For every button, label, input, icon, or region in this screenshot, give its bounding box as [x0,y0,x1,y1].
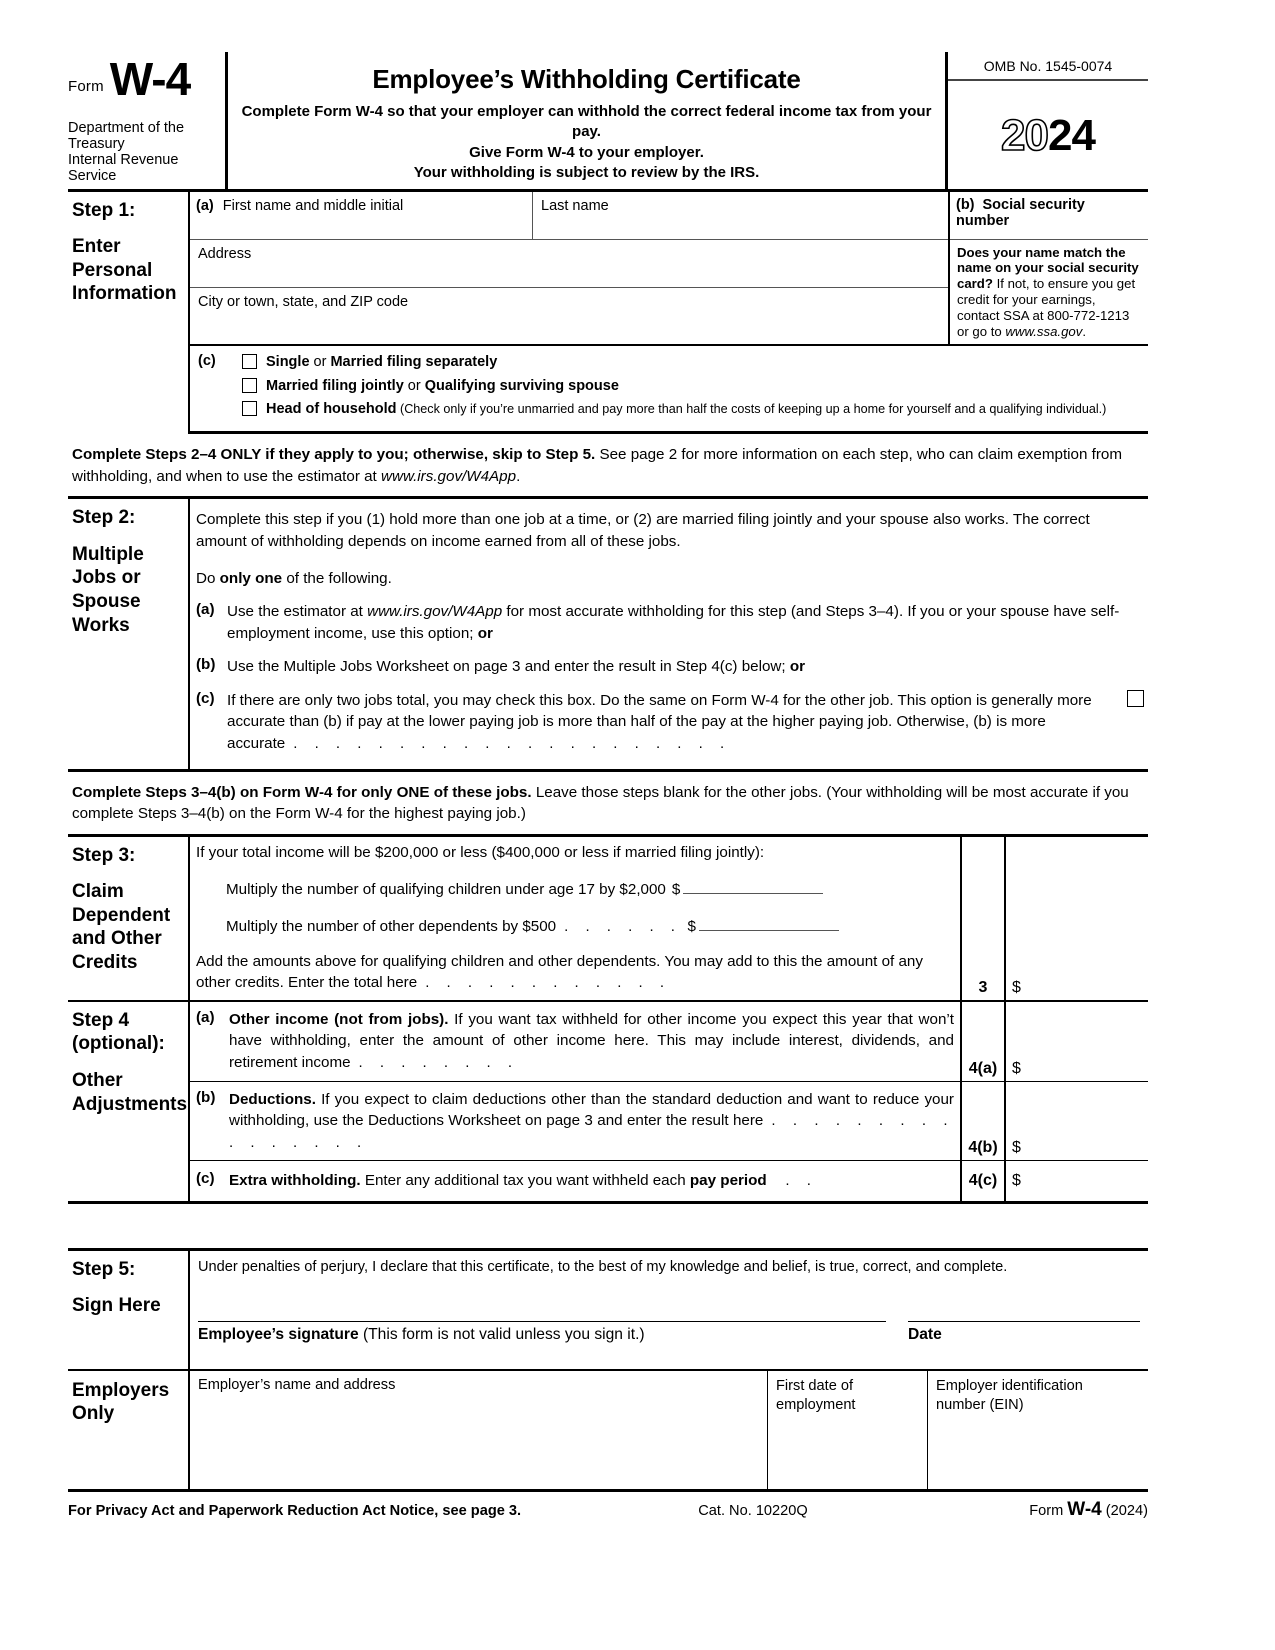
step-4c-line-number: 4(c) [960,1161,1004,1201]
step-1-section [68,192,1148,435]
filing-option-3-note: (Check only if you’re unmarried and pay more than half the costs of keeping up a home for yourself and a qualifying individual.) [396,402,1107,417]
step-4a-amount-symbol: $ [1012,1059,1021,1077]
checkbox-single-or-married-separately[interactable] [242,354,257,369]
one-job-notice [68,769,1148,837]
step-2-option-a-text [227,601,1144,644]
step-4c-row [190,1161,1148,1201]
step-2-label [68,499,190,768]
ssn-label: Social security number [956,196,1085,229]
step-2-section [68,499,1148,768]
step-3-body-wrap [190,837,1148,1000]
filing-option-1-bold-a: Single [266,353,310,370]
employer-ein-field[interactable] [928,1371,1148,1489]
opt-c-pre: If there are only two jobs total, you may check this box. Do the same on Form W-4 for the other job. This option is generally more accurate than (b) if pay at the lower paying job is more than half of the pay at the higher paying job. Otherwise, (b) is more accurate [227,691,1092,752]
step-2-option-c-tag: (c) [196,689,215,707]
step-5-heading: Step 5: [72,1258,136,1280]
filing-status-label-2 [266,377,619,396]
tax-year-digits: 24 [1048,110,1095,160]
filing-status-row-3 [198,400,1140,419]
form-header [68,52,1148,192]
step-4b-amount-cell[interactable] [1004,1082,1148,1161]
privacy-act-notice: For Privacy Act and Paperwork Reduction Act Notice, see page 3. [68,1502,522,1519]
step-2-option-a [190,601,1144,644]
step-4b-text [190,1082,960,1161]
ssa-website-link[interactable]: www.ssa.gov [1005,323,1083,339]
name-row [190,192,948,240]
page-title: Employee’s Withholding Certificate [372,64,801,94]
step-5-subheading: Sign Here [72,1295,161,1317]
first-date-employment-field[interactable] [768,1371,928,1489]
opt-b-pre: Use the Multiple Jobs Worksheet on page 3 and enter the result in Step 4(c) below; [227,658,790,676]
step-3-add-dots: . . . . . . . . . . . . [425,974,671,992]
employee-signature-note: (This form is not valid unless you sign it.) [358,1325,645,1343]
w4app-estimator-link-1[interactable]: www.irs.gov/W4App [381,467,517,485]
step-4a-row [190,1002,1148,1081]
spacer-before-step-5 [68,1204,1148,1248]
do-only-post: of the following. [282,569,392,587]
step-3-section [68,837,1148,1000]
opt-b-or: or [789,658,805,676]
ssn-name-match-note [950,240,1148,344]
step-2-option-b-text [227,656,1144,678]
form-word-label: Form [68,77,104,95]
step-4c-tag: (c) [196,1170,215,1188]
do-only-pre: Do [196,569,220,587]
step-3-label [68,837,190,1000]
employers-only-section [68,1369,1148,1489]
step-4a-bold: Other income (not from jobs). [229,1010,449,1028]
filing-option-2-bold-b: Qualifying surviving spouse [424,377,619,394]
step-4b-amount-symbol: $ [1012,1139,1021,1157]
step-4b-bold: Deductions. [229,1090,316,1108]
step-2-intro: Complete this step if you (1) hold more than one job at a time, or (2) are married filing jointly and your spouse also works. The correct amount of withholding depends on income earned from all of these jobs. [196,511,1090,550]
header-subtitle-1: Complete Form W-4 so that your employer can withhold the correct federal income tax from your pay. [241,103,932,141]
step-4b-body: If you expect to claim deductions other than the standard deduction and want to reduce your withholding, use the Deductions Worksheet on page 3 and enter the result here [229,1090,954,1130]
ssn-note-question: Does your name match the name on your social security card? [957,244,1139,292]
step-3-line-number: 3 [960,837,1004,1000]
opt-a-or: or [477,624,493,642]
signature-date-field[interactable] [908,1321,1140,1344]
step-3-amount-cell[interactable] [1004,837,1148,1000]
step-4a-dots: . . . . . . . . [358,1054,519,1072]
step-1-body [190,192,1148,435]
checkbox-married-jointly-or-qualifying-spouse[interactable] [242,378,257,393]
step-4a-body: If you want tax withheld for other income you expect this year that won’t have withholding, enter the amount of other income here. This may include interest, dividends, and retirement income [229,1010,954,1072]
step-4b-line-number: 4(b) [960,1082,1004,1161]
signature-gap [886,1321,908,1344]
opt-a-pre: Use the estimator at [227,603,368,621]
employer-name-address-field[interactable] [190,1371,768,1489]
filing-option-2-mid: or [403,377,425,394]
step-3-row [190,837,1148,1000]
footer-form-year: (2024) [1101,1502,1148,1519]
filing-option-3-bold-a: Head of household [266,401,397,418]
step-3-other-dependents-line [190,914,956,935]
signature-row [198,1321,1140,1344]
step-3-other-input[interactable] [699,914,839,931]
step-3-amount-symbol: $ [1012,978,1021,996]
step-4-body-wrap [190,1002,1148,1201]
step-4b-label [229,1089,954,1154]
address-field[interactable] [190,240,948,288]
step-1-right-column [948,192,1148,344]
step-3-children-dollar: $ [671,880,681,898]
w4app-estimator-link-2[interactable]: www.irs.gov/W4App [367,603,503,621]
ssn-field[interactable] [950,192,1148,240]
header-subtitle-3: Your withholding is subject to review by the IRS. [413,163,760,181]
step-4a-text [190,1002,960,1081]
notice-1-body: See page 2 for more information on each step, who can claim exemption from withholding, and when to use the estimator at [72,446,1123,485]
step-3-add-label: Add the amounts above for qualifying children and other dependents. You may add to this the amount of any other credits. Enter the total here [196,952,923,992]
step-4c-label [229,1170,954,1192]
step-4-section [68,1000,1148,1204]
employee-signature-label: Employee’s signature [198,1325,359,1343]
first-date-label-line-2: employment [776,1396,856,1413]
step-4c-body: Enter any additional tax you want withheld each [360,1172,690,1190]
department-block [68,120,225,185]
step-5-label [68,1251,190,1369]
opt-c-leader-dots: . . . . . . . . . . . . . . . . . . . . . [293,735,731,752]
step-3-other-label: Multiply the number of other dependents by $500 [226,917,557,935]
employer-name-address-label: Employer’s name and address [198,1376,396,1393]
ssn-note-period: . [1082,323,1087,339]
step-3-other-dots: . . . . . . [564,917,682,935]
employee-signature-field[interactable] [198,1321,886,1344]
header-form-identity [68,52,228,189]
step-3-children-line [190,877,956,898]
filing-status-group [190,346,1148,435]
step-4c-amount-symbol: $ [1012,1172,1021,1190]
step-2-option-c [190,690,1144,755]
notice-1-bold: Complete Steps 2–4 ONLY if they apply to you; otherwise, skip to Step 5. [72,446,596,464]
notice-2-body: Leave those steps blank for the other jobs. (Your withholding will be most accurate if you complete Steps 3–4(b) on the Form W-4 for the highest paying job.) [72,783,1129,823]
last-name-field[interactable] [533,192,948,239]
step-1-left-fields [190,192,948,344]
footer-form-word: Form [1029,1502,1068,1519]
department-line-1: Department of the Treasury [68,119,185,152]
department-line-2: Internal Revenue Service [68,152,179,185]
step-4b-dots: . . . . . . . . . . . . . . . . [229,1112,954,1151]
filing-status-row-2 [198,377,1140,396]
step-4a-line-number: 4(a) [960,1002,1004,1081]
form-number-line [68,52,225,105]
omb-number: OMB No. 1545-0074 [948,52,1148,81]
field-tag-b: (b) [956,196,975,213]
first-name-label: First name and middle initial [222,197,404,214]
employers-only-line-2: Only [72,1403,115,1425]
catalog-number: Cat. No. 10220Q [698,1502,808,1519]
notice-1-period: . [516,467,521,485]
do-only-bold: only one [219,569,283,587]
step-4c-bold2: pay period [689,1172,767,1190]
step-1-label [68,192,190,435]
form-sheet [68,52,1148,1521]
ssn-note-body: If not, to ensure you get credit for your earnings, contact SSA at 800-772-1213 or go to [957,276,1136,339]
step-4-heading-optional: (optional): [72,1033,165,1055]
ein-label-line-1: Employer identification [936,1377,1083,1394]
step-3-children-input[interactable] [683,877,823,894]
step-2-option-c-text [227,690,1120,755]
last-name-label: Last name [541,197,609,214]
opt-a-mid: for most accurate withholding for this step (and Steps 3–4). If you or your spouse have self-employment income, use this option; [227,603,1120,642]
step-4c-amount-cell[interactable] [1004,1161,1148,1201]
step-4c-bold: Extra withholding. [229,1172,361,1190]
step-2-do-only-one [190,568,1144,590]
address-label: Address [198,245,252,262]
step-1-fields [190,192,1148,346]
filing-option-1-mid: or [309,353,331,370]
city-state-zip-label: City or town, state, and ZIP code [198,293,409,310]
step-4-heading: Step 4 [72,1009,130,1031]
field-tag-c: (c) [198,352,216,369]
step-4c-text [190,1161,960,1201]
step-2-option-b-tag: (b) [196,656,216,674]
step-3-intro: If your total income will be $200,000 or less ($400,000 or less if married filing jointly): [196,843,765,861]
step-3-subheading: Claim Dependent and Other Credits [72,881,171,973]
step-3-total-text [190,951,956,994]
header-title-block [228,52,948,189]
step-3-other-dollar: $ [687,917,696,935]
employers-only-line-1: Employers [72,1379,170,1401]
filing-status-row-1 [198,353,1140,372]
first-date-label-line-1: First date of [776,1377,854,1394]
step-4a-tag: (a) [196,1008,215,1026]
ein-label-line-2: number (EIN) [936,1396,1024,1413]
step-1-heading: Step 1: [72,199,136,221]
step-3-heading: Step 3: [72,844,136,866]
first-name-field[interactable] [190,192,533,239]
form-footer [68,1489,1148,1521]
step-5-body [190,1251,1148,1369]
step-3-text [190,837,960,1000]
step-4a-amount-cell[interactable] [1004,1002,1148,1081]
step-4b-row [190,1082,1148,1161]
step-4-label [68,1002,190,1201]
filing-status-label-3 [266,400,1106,419]
step-2-body [190,499,1148,768]
step-1-subheading: Enter Personal Information [72,236,177,305]
step-4a-label [229,1009,954,1074]
step-2-heading: Step 2: [72,507,136,529]
signature-date-label: Date [908,1325,942,1343]
header-subtitle-2: Give Form W-4 to your employer. [469,143,704,161]
employers-only-cells [190,1371,1148,1489]
form-number: W-4 [109,53,191,105]
step-2-option-b [190,656,1144,678]
footer-form-number: W-4 [1067,1498,1102,1520]
complete-steps-notice [68,434,1148,499]
header-omb-block [948,52,1148,189]
city-state-zip-field[interactable] [190,288,948,334]
step-2-subheading: Multiple Jobs or Spouse Works [72,543,144,636]
employers-only-label [68,1371,190,1489]
filing-option-1-bold-b: Married filing separately [330,353,498,370]
notice-2-bold: Complete Steps 3–4(b) on Form W-4 for only ONE of these jobs. [72,783,532,801]
tax-year-century: 20 [1001,110,1048,160]
step-5-section [68,1248,1148,1369]
checkbox-two-jobs-total[interactable] [1127,690,1144,707]
step-4b-tag: (b) [196,1088,216,1106]
footer-form-id [918,1499,1148,1521]
perjury-declaration: Under penalties of perjury, I declare that this certificate, to the best of my knowledge and belief, is true, correct, and complete. [198,1258,1008,1275]
filing-option-2-bold-a: Married filing jointly [266,377,404,394]
tax-year [1001,81,1095,189]
step-4-subheading: Other Adjustments [72,1069,188,1115]
step-3-children-label: Multiply the number of qualifying children under age 17 by $2,000 [226,880,666,898]
filing-status-label-1 [266,353,497,372]
checkbox-head-of-household[interactable] [242,401,257,416]
step-4c-dots: . . [774,1172,818,1190]
step-2-option-a-tag: (a) [196,601,215,619]
field-tag-a: (a) [196,197,214,214]
